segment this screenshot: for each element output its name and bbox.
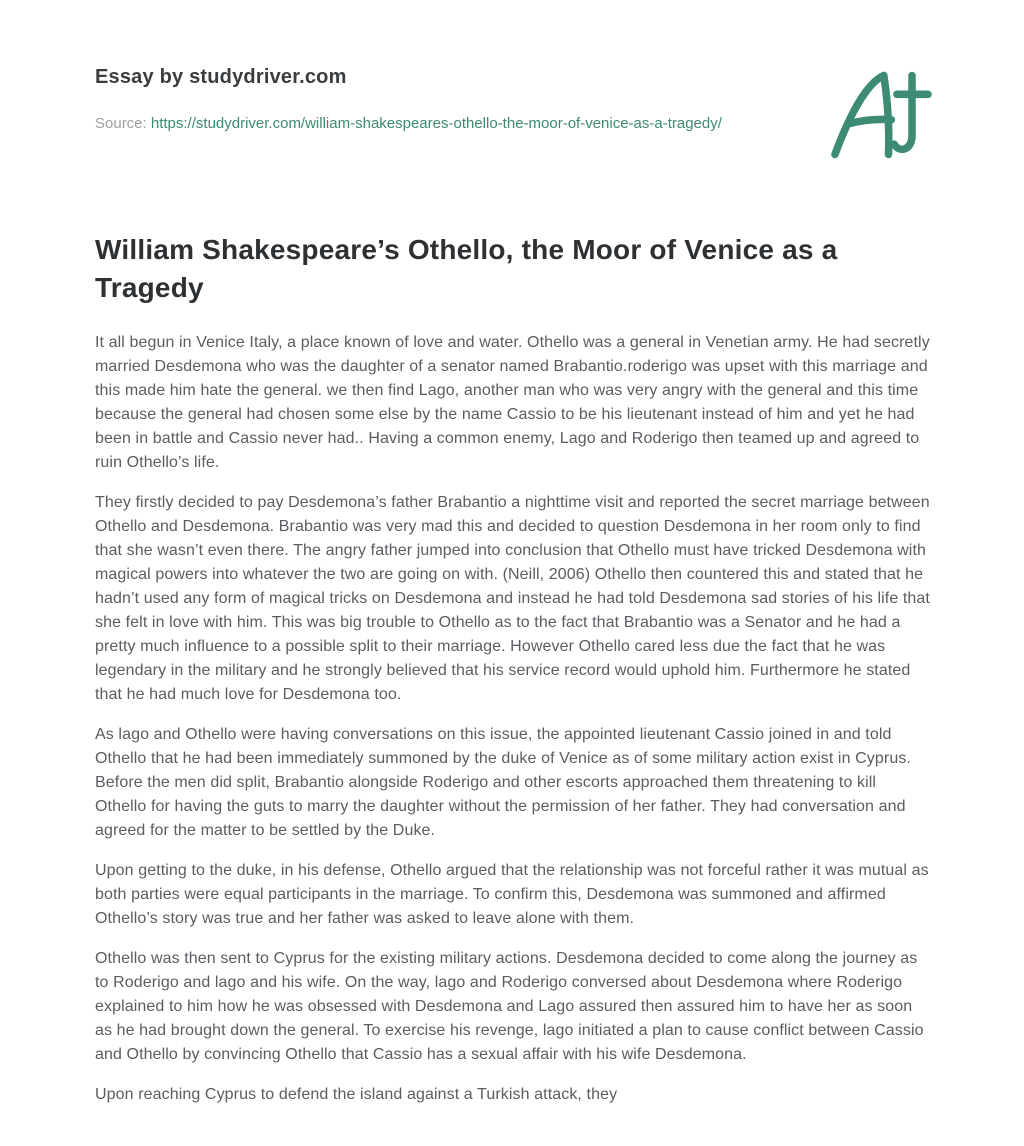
essay-paragraph: Upon reaching Cyprus to defend the island against a Turkish attack, they (95, 1086, 618, 1103)
header-title: Essay by studydriver.com (95, 66, 347, 88)
essay-content (95, 231, 930, 1107)
essay-body (95, 331, 930, 1107)
source-label: Source: (95, 115, 147, 132)
essay-paragraph: Upon getting to the duke, in his defense, Othello argued that the relationship was not forceful rather it was mutual as both parties were equal participants in the marriage. To confirm this, Desdemona was summoned and affirmed Othello’s story was true and her father was asked to leave alone with them. (95, 862, 929, 927)
source-line (95, 112, 750, 136)
essay-paragraph: As lago and Othello were having conversations on this issue, the appointed lieutenant Cassio joined in and told Othello that he had been immediately summoned by the duke of Venice as of some military action exist in Cyprus. Before the men did split, Brabantio alongside Roderigo and other escorts approached them threatening to kill Othello for having the guts to marry the daughter without the permission of her father. They had conversation and agreed for the matter to be settled by the Duke. (95, 726, 911, 839)
essay-paragraph: They firstly decided to pay Desdemona’s father Brabantio a nighttime visit and reported the secret marriage between Othello and Desdemona. Brabantio was very mad this and decided to question Desdemona in her room only to find that she wasn’t even there. The angry father jumped into conclusion that Othello must have tricked Desdemona with magical powers into whatever the two are going on with. (Neill, 2006) Othello then countered this and stated that he hadn’t used any form of magical tricks on Desdemona and instead he had told Desdemona sad stories of his life that she felt in love with him. This was big trouble to Othello as to the fact that Brabantio was a Senator and he had a pretty much influence to a possible split to their marriage. However Othello cared less due the fact that he was legendary in the military and he strongly believed that his service record would uphold him. Furthermore he stated that he had much love for Desdemona too. (95, 494, 930, 703)
essay-title: William Shakespeare’s Othello, the Moor of Venice as a Tragedy (95, 234, 838, 303)
essay-paragraph: Othello was then sent to Cyprus for the existing military actions. Desdemona decided to come along the journey as to Roderigo and lago and his wife. On the way, lago and Roderigo conversed about Desdemona where Roderigo explained to him how he was obsessed with Desdemona and Lago assured then assured him to have her as soon as he had brought down the general. To exercise his revenge, lago initiated a plan to cause conflict between Cassio and Othello by convincing Othello that Cassio has a sexual affair with his wife Desdemona. (95, 950, 924, 1063)
studydriver-logo-icon (826, 68, 936, 162)
page-header (95, 66, 930, 136)
source-link[interactable]: https://studydriver.com/william-shakespeares-othello-the-moor-of-venice-as-a-tragedy/ (150, 115, 722, 132)
essay-paragraph: It all begun in Venice Italy, a place known of love and water. Othello was a general in Venetian army. He had secretly married Desdemona who was the daughter of a senator named Brabantio.roderigo was upset with this marriage and this made him hate the general. we then find Lago, another man who was very angry with the general and this time because the general had chosen some else by the name Cassio to be his lieutenant instead of him and yet he had been in battle and Cassio never had.. Having a common enemy, Lago and Roderigo then teamed up and agreed to ruin Othello’s life. (95, 334, 930, 471)
